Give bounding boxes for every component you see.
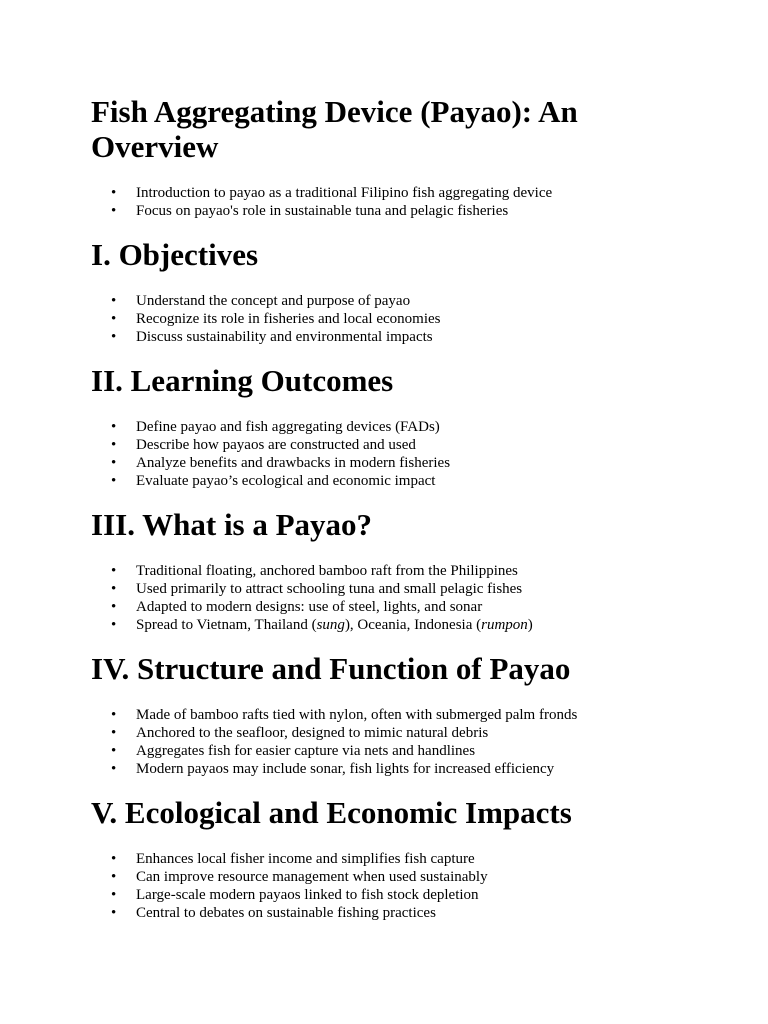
section-what-is-payao	[91, 507, 691, 634]
structure-function-list	[91, 706, 691, 778]
section-heading: I. Objectives	[91, 237, 259, 272]
list-item: • Define payao and fish aggregating devices (FADs)	[91, 418, 691, 436]
section-impacts	[91, 795, 691, 922]
list-item: • Large-scale modern payaos linked to fish stock depletion	[91, 886, 691, 904]
list-item: • Central to debates on sustainable fishing practices	[91, 904, 691, 922]
spread-term-sung: sung	[316, 617, 345, 633]
document-title: Fish Aggregating Device (Payao): An Overview	[91, 94, 578, 164]
list-item: • Introduction to payao as a traditional Filipino fish aggregating device	[91, 184, 691, 202]
intro-list	[91, 184, 691, 220]
list-item: • Aggregates fish for easier capture via nets and handlines	[91, 742, 691, 760]
list-item: • Enhances local fisher income and simplifies fish capture	[91, 850, 691, 868]
section-structure-function	[91, 651, 691, 778]
what-is-payao-list	[91, 562, 691, 634]
list-item: • Can improve resource management when used sustainably	[91, 868, 691, 886]
learning-outcomes-list	[91, 418, 691, 490]
list-item: • Focus on payao's role in sustainable tuna and pelagic fisheries	[91, 202, 691, 220]
list-item: • Modern payaos may include sonar, fish lights for increased efficiency	[91, 760, 691, 778]
list-item: • Describe how payaos are constructed and used	[91, 436, 691, 454]
list-item-spread	[91, 616, 691, 634]
section-heading: IV. Structure and Function of Payao	[91, 651, 571, 686]
list-item: • Anchored to the seafloor, designed to mimic natural debris	[91, 724, 691, 742]
spread-tail: )	[527, 617, 533, 633]
section-learning-outcomes	[91, 363, 691, 490]
spread-term-rumpon: rumpon	[481, 617, 528, 633]
list-item: • Analyze benefits and drawbacks in modern fisheries	[91, 454, 691, 472]
list-item: • Adapted to modern designs: use of steel, lights, and sonar	[91, 598, 691, 616]
list-item: • Discuss sustainability and environmental impacts	[91, 328, 691, 346]
spread-lead: Spread to Vietnam, Thailand (	[136, 617, 317, 633]
list-item: • Used primarily to attract schooling tuna and small pelagic fishes	[91, 580, 691, 598]
section-heading: III. What is a Payao?	[91, 507, 373, 542]
objectives-list	[91, 292, 691, 346]
section-heading: II. Learning Outcomes	[91, 363, 394, 398]
document-content	[91, 94, 691, 939]
list-item: • Understand the concept and purpose of payao	[91, 292, 691, 310]
list-item: • Evaluate payao’s ecological and economic impact	[91, 472, 691, 490]
section-objectives	[91, 237, 691, 346]
spread-mid: ), Oceania, Indonesia (	[344, 617, 482, 633]
list-item: • Traditional floating, anchored bamboo raft from the Philippines	[91, 562, 691, 580]
list-item: • Recognize its role in fisheries and local economies	[91, 310, 691, 328]
list-item: • Made of bamboo rafts tied with nylon, often with submerged palm fronds	[91, 706, 691, 724]
impacts-list	[91, 850, 691, 922]
section-heading: V. Ecological and Economic Impacts	[91, 795, 572, 830]
